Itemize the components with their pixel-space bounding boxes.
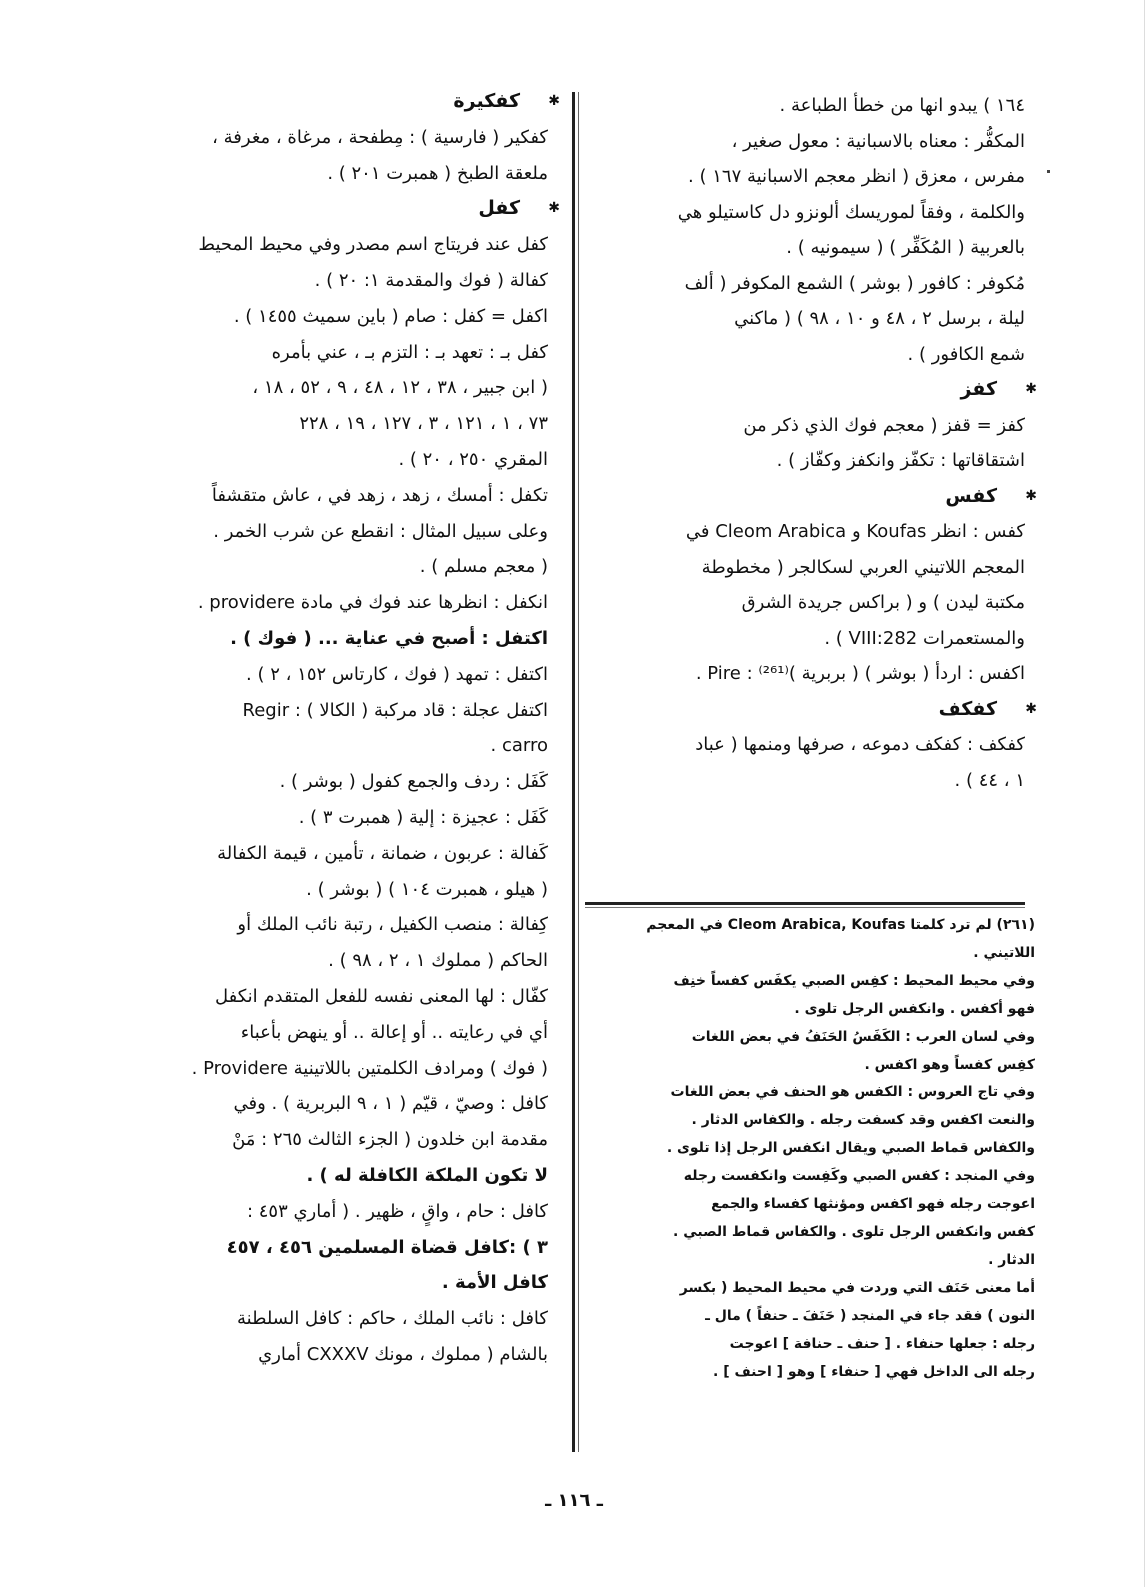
footnote-line: النون ) فقد جاء في المنجد ( حَنَفَ ـ حنفاً ) مال ـ	[705, 1307, 1035, 1324]
text-line: ( معجم مسلم ) .	[419, 556, 548, 578]
text-line: شمع الكافور ) .	[907, 343, 1025, 365]
text-line: ٧٣ ، ١ ، ١٢١ ، ٣ ، ١٢٧ ، ١٩ ، ٢٢٨	[299, 413, 548, 435]
text-line: ١ ، ٤٤ ) .	[954, 769, 1025, 791]
footnote-line: اعوجت رجله فهو اكفس ومؤنثها كفساء والجمع	[711, 1196, 1035, 1213]
entry-heading-label: كفكيرة	[453, 90, 520, 112]
text-line: كَفَل : ردف والجمع كفول ( بوشر ) .	[279, 771, 548, 793]
text-line: اكتفل : تمهد ( فوك ، كارتاس ١٥٢ ، ٢ ) .	[246, 663, 548, 685]
scan-edge	[1144, 0, 1145, 1587]
text-line: كفالة ( فوك والمقدمة ١: ٢٠ ) .	[314, 269, 548, 291]
asterisk-icon: ✱	[1025, 700, 1037, 717]
text-line: مقدمة ابن خلدون ( الجزء الثالث ٢٦٥ : مَنْ	[232, 1129, 548, 1151]
text-line: اكفس : اردأ ( بوشر ) ( بربرية )⁽²⁶¹⁾ : Pire .	[695, 663, 1025, 684]
text-line: كفكير ( فارسية ) : مِطفحة ، مرغاة ، مغرفة ،	[212, 126, 548, 148]
text-line: والمستعمرات 282:VIII ) .	[824, 627, 1025, 649]
entry-heading	[78, 84, 560, 120]
footnote-line: أما معنى حَنَف التي وردت في محيط المحيط ( بكسر	[679, 1279, 1035, 1296]
text-line: بالشام ( مملوك ، مونك CXXXV أماري	[258, 1343, 548, 1365]
text-line: لا تكون الملكة الكافلة له ) .	[306, 1164, 548, 1186]
text-line: وعلى سبيل المثال : انقطع عن شرب الخمر .	[213, 520, 548, 542]
text-line: كَفالة : عربون ، ضمانة ، تأمين ، قيمة الكفالة	[217, 842, 548, 864]
text-line: ( فوك ) ومرادف الكلمتين باللاتينية Providere .	[191, 1057, 548, 1079]
text-line: كفكف : كفكف دموعه ، صرفها ومنمها ( عباد	[695, 734, 1025, 755]
text-line: المقري ٢٥٠ ، ٢٠ ) .	[398, 448, 548, 470]
footnote-line: والنعت اكفس وقد كسفت رجله . والكفاس الدثار .	[691, 1112, 1035, 1129]
text-line: الحاكم ( مملوك ١ ، ٢ ، ٩٨ ) .	[328, 950, 548, 972]
text-line: كفز = قفز ( معجم فوك الذي ذكر من	[743, 414, 1025, 436]
footnote-line: رجله : جعلها حنفاء . [ حنف ـ حنافة ] اعوجت	[729, 1335, 1035, 1352]
entry-heading-label: كفل	[478, 197, 520, 220]
asterisk-icon: ✱	[548, 93, 560, 109]
footnote-line: رجله الى الداخل فهي [ حنفاء ] وهو [ احنف ] .	[713, 1363, 1035, 1380]
asterisk-icon: ✱	[1025, 381, 1037, 397]
footnote-line: وفي المنجد : كفس الصبي وكَفِست وانكفست رجله	[683, 1168, 1035, 1185]
footnote-line: كفِس كفساً وهو اكفس .	[864, 1056, 1035, 1073]
text-line: ( ابن جبير ، ٣٨ ، ١٢ ، ٤٨ ، ٩ ، ٥٢ ، ١٨ ،	[252, 377, 548, 399]
text-line: ١٦٤ ) يبدو انها من خطأ الطباعة .	[779, 95, 1025, 116]
text-line: ٣ ) :كافل قضاة المسلمين ٤٥٦ ، ٤٥٧	[226, 1236, 548, 1258]
right-column	[585, 88, 1037, 798]
entry-heading	[585, 372, 1037, 408]
footnote-rule-thin	[585, 907, 1025, 908]
text-line: مُكوفر : كافور ( بوشر ) الشمع المكوفر ( ألف	[684, 272, 1025, 294]
left-column	[78, 84, 560, 1373]
text-line: اشتقاقاتها : تكفّز وانكفز وكفّاز ) .	[776, 450, 1025, 471]
entry-heading-label: كفس	[945, 484, 997, 507]
text-line: اكفل = كفل : صام ( باين سميث ١٤٥٥ ) .	[233, 305, 548, 327]
entry-heading-label: كفكف	[938, 697, 997, 720]
text-line: بالعربية ( المُكَفِّر ) ( سيمونيه ) .	[786, 237, 1025, 258]
text-line: كِفالة : منصب الكفيل ، رتبة نائب الملك أو	[237, 914, 548, 936]
footnote-line: والكفاس قماط الصبي ويقال انكفس الرجل إذا تلوى .	[666, 1140, 1035, 1157]
text-line: والكلمة ، وفقاً لموريسك ألونزو دل كاستيلو هي	[677, 201, 1025, 223]
text-line: كافل : حام ، واقٍ ، ظهير . ( أماري ٤٥٣ :	[246, 1200, 548, 1222]
text-line: كَفَل : عجيزة : إلية ( همبرت ٣ ) .	[298, 806, 548, 828]
text-line: اكتفل : أصبح في عناية ... ( فوك ) .	[230, 627, 548, 649]
text-line: تكفل : أمسك ، زهد ، زهد في ، عاش متقشفاً	[211, 484, 548, 506]
text-line: مكتبة ليدن ) و ( براكس جريدة الشرق	[741, 592, 1025, 613]
asterisk-icon: ✱	[548, 200, 560, 217]
asterisk-icon: ✱	[1025, 487, 1037, 504]
entry-heading	[78, 191, 560, 227]
footnote-line: الدثار .	[988, 1251, 1035, 1268]
footnote-rule	[585, 902, 1025, 905]
footnote-line: وفي محيط المحيط : كفِس الصبي يكفَس كفساً خنِف	[673, 972, 1035, 989]
text-line: المعجم اللاتيني العربي لسكالجر ( مخطوطة	[701, 556, 1025, 578]
footnote-line: كفس وانكفس الرجل تلوى . والكفاس قماط الصبي .	[673, 1223, 1035, 1240]
footnote-line: اللاتيني .	[973, 944, 1035, 961]
scan-mark	[1047, 170, 1050, 173]
text-line: كفل عند فريتاج اسم مصدر وفي محيط المحيط	[198, 234, 548, 256]
text-line: كفل بـ : تعهد بـ : التزم بـ ، عني بأمره	[271, 341, 548, 363]
footnote-line: (٢٦١) لم ترد كلمتا Cleom Arabica, Koufas في المعجم	[646, 917, 1035, 933]
text-line: اكتفل عجلة : قاد مركبة ( الكالا ) : Regir	[242, 699, 548, 721]
text-line: ملعقة الطبخ ( همبرت ٢٠١ ) .	[327, 162, 548, 184]
text-line: ( هيلو ، همبرت ١٠٤ ) ( بوشر ) .	[306, 878, 548, 900]
text-line: كافل الأمة .	[441, 1272, 548, 1294]
text-line: كافل : نائب الملك ، حاكم : كافل السلطنة	[236, 1308, 548, 1330]
column-divider	[572, 92, 575, 1452]
footnote-line: فهو أكفس . وانكفس الرجل تلوى .	[794, 1000, 1035, 1017]
text-line: كفّال : لها المعنى نفسه للفعل المتقدم انكفل	[214, 985, 548, 1007]
text-line: انكفل : انظرها عند فوك في مادة providere .	[197, 592, 548, 614]
footnote-line: وفي لسان العرب : الكَفَسُ الحَنَفُ في بعض اللغات	[691, 1028, 1035, 1045]
text-line: carro .	[490, 735, 548, 757]
text-line: ليلة ، برسل ٢ ، ٤٨ و ١٠ ، ٩٨ ) ( ماكني	[734, 308, 1025, 329]
entry-heading-label: كفز	[960, 378, 997, 400]
entry-heading	[585, 692, 1037, 728]
text-line: مفرس ، معزق ( انظر معجم الاسبانية ١٦٧ ) .	[688, 166, 1025, 187]
footnotes	[585, 912, 1035, 1386]
text-line: كفس : انظر Koufas و Cleom Arabica في	[685, 521, 1025, 542]
column-divider-thin	[578, 92, 579, 1452]
page-number: ـ ١١٦ ـ	[545, 1490, 603, 1511]
text-line: أي في رعايته .. أو إعالة .. أو ينهض بأعباء	[240, 1021, 548, 1043]
entry-heading	[585, 479, 1037, 515]
footnote-line: وفي تاج العروس : الكفس هو الحنف في بعض اللغات	[670, 1084, 1035, 1101]
text-line: المكفُّر : معناه بالاسبانية : معول صغير ،	[731, 130, 1025, 152]
text-line: كافل : وصيّ ، قيّم ( ١ ، ٩ البربرية ) . وفي	[233, 1093, 548, 1115]
